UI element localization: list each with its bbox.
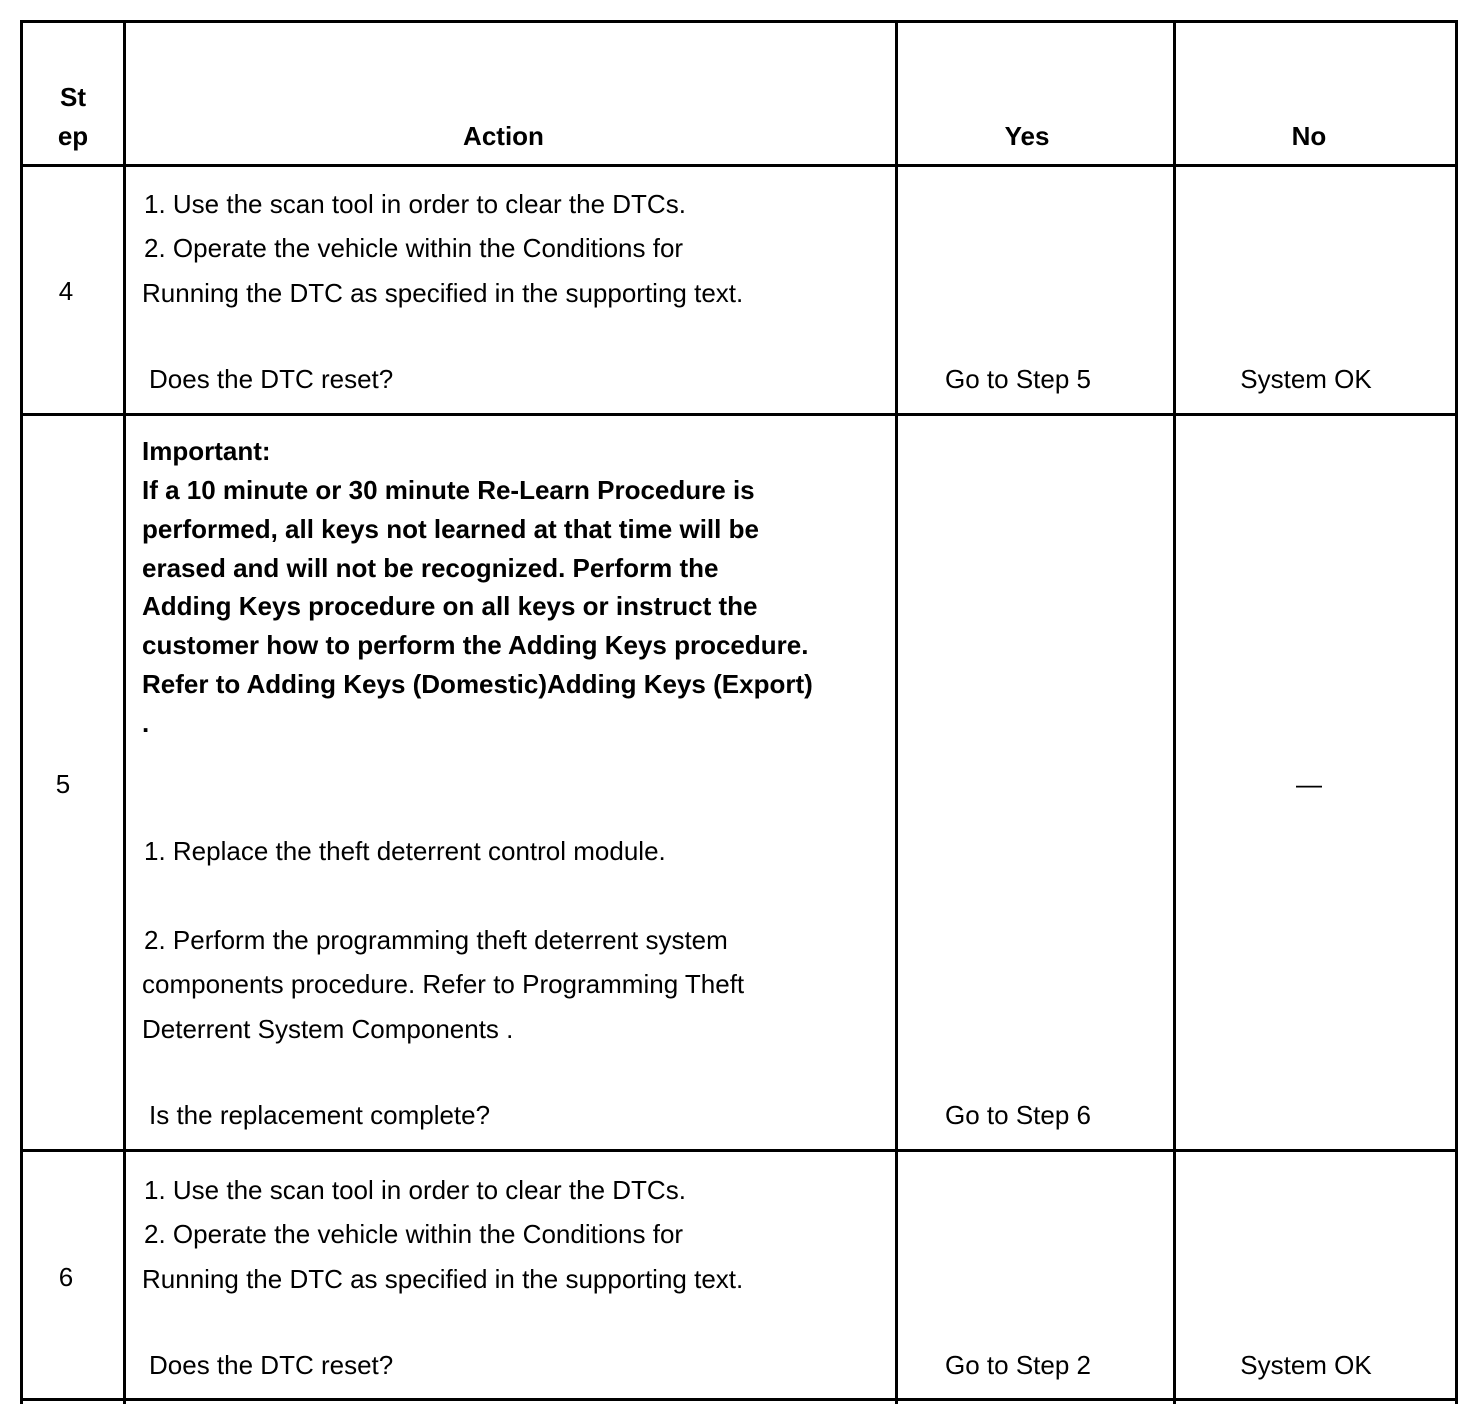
action-question: Does the DTC reset? [149, 364, 394, 394]
action-line: 1. Use the scan tool in order to clear the DTCs. [144, 189, 686, 219]
important-note-line: . [142, 708, 150, 738]
header-no: No [1291, 121, 1327, 151]
important-note-line: If a 10 minute or 30 minute Re-Learn Procedure is [142, 475, 755, 505]
important-note-line: erased and will not be recognized. Perform the [142, 553, 719, 583]
header-divider [20, 164, 1458, 167]
action-line: Running the DTC as specified in the supporting text. [142, 1264, 744, 1294]
action-line: Running the DTC as specified in the supporting text. [142, 278, 744, 308]
step-number-4: 4 [58, 276, 74, 306]
header-yes: Yes [1004, 121, 1050, 151]
yes-result: Go to Step 2 [945, 1350, 1091, 1380]
action-line: 2. Operate the vehicle within the Conditions for [144, 1219, 684, 1249]
no-result: System OK [1240, 364, 1372, 394]
yes-result: Go to Step 6 [945, 1100, 1091, 1130]
important-heading: Important: [142, 436, 271, 466]
table-border-bottom [20, 1398, 1458, 1401]
yes-result: Go to Step 5 [945, 364, 1091, 394]
no-result: System OK [1240, 1350, 1372, 1380]
important-note-line: customer how to perform the Adding Keys procedure. [142, 630, 809, 660]
row-divider-4-5 [20, 413, 1458, 416]
step-number-6: 6 [58, 1262, 74, 1292]
header-action: Action [463, 121, 544, 151]
column-divider-action [895, 20, 898, 1404]
important-note-line: Refer to Adding Keys (Domestic)Adding Keys (Export) [142, 669, 813, 699]
action-line: 1. Replace the theft deterrent control module. [144, 836, 666, 866]
table-border-right [1455, 20, 1458, 1404]
action-line: Deterrent System Components . [142, 1014, 514, 1044]
action-line: 2. Operate the vehicle within the Conditions for [144, 233, 684, 263]
action-question: Does the DTC reset? [149, 1350, 394, 1380]
action-question: Is the replacement complete? [149, 1100, 491, 1130]
step-number-5: 5 [55, 769, 71, 799]
important-note-line: performed, all keys not learned at that time will be [142, 514, 759, 544]
table-border-left [20, 20, 23, 1404]
important-note-line: Adding Keys procedure on all keys or instruct the [142, 591, 758, 621]
no-result: — [1296, 769, 1322, 799]
action-line: 1. Use the scan tool in order to clear the DTCs. [144, 1175, 686, 1205]
row-divider-5-6 [20, 1149, 1458, 1152]
action-line: 2. Perform the programming theft deterrent system [144, 925, 728, 955]
column-divider-yes [1173, 20, 1176, 1404]
table-border-top [20, 20, 1458, 23]
action-line: components procedure. Refer to Programming Theft [142, 969, 745, 999]
column-divider-step [123, 20, 126, 1404]
header-step-line1: St [60, 82, 86, 112]
header-step-line2: ep [57, 121, 89, 151]
